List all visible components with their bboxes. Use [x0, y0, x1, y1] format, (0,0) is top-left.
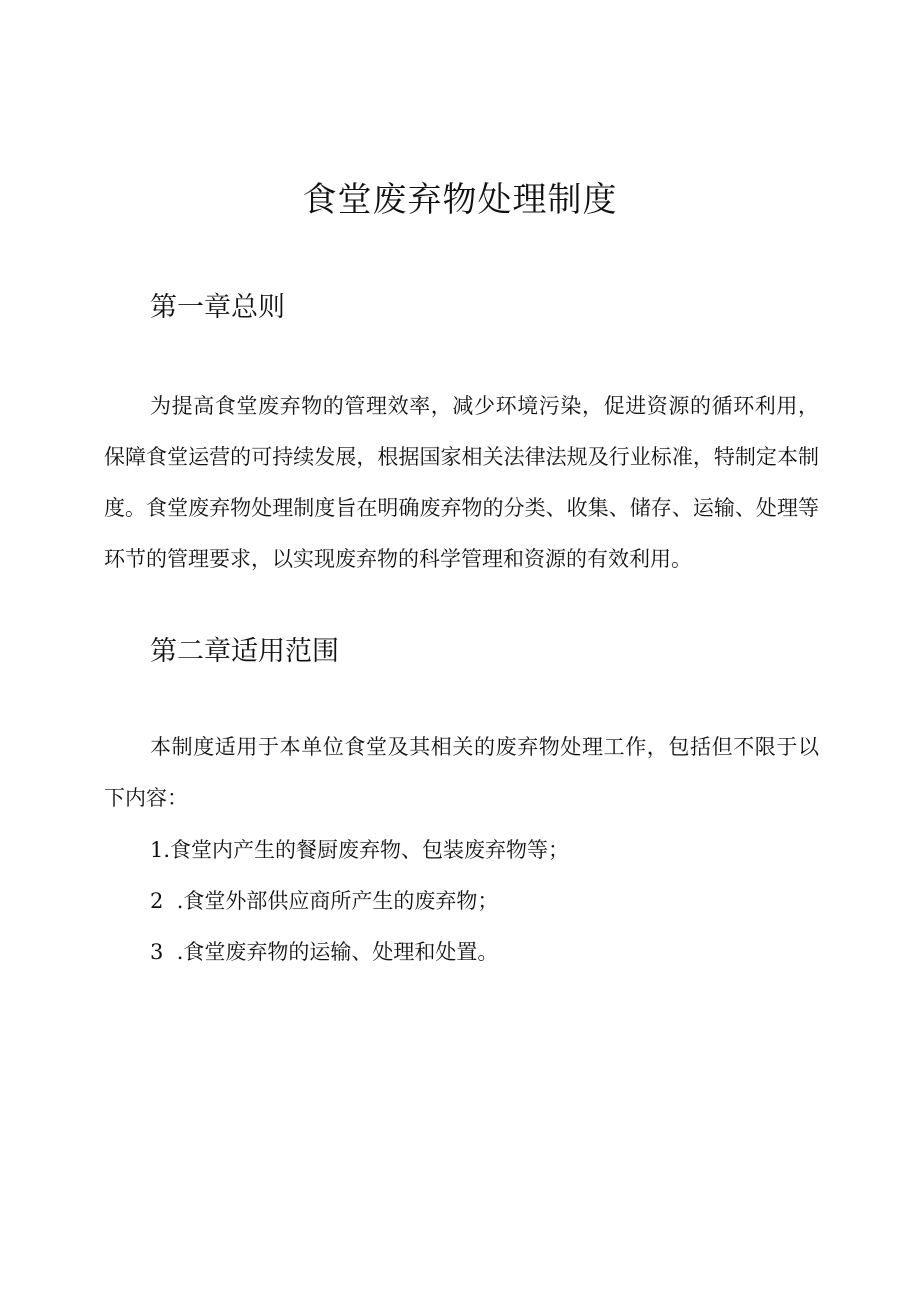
list-item: 2 .食堂外部供应商所产生的废弃物； — [150, 889, 499, 913]
list-item: 3 .食堂废弃物的运输、处理和处置。 — [150, 940, 499, 964]
list-item: 1.食堂内产生的餐厨废弃物、包装废弃物等； — [150, 838, 570, 862]
chapter-1-paragraph: 为提高食堂废弃物的管理效率，减少环境污染，促进资源的循环利用，保障食堂运营的可持续发展，根据国家相关法律法规及行业标准，特制定本制度。食堂废弃物处理制度旨在明确废弃物的分类、收集、储存、运输、处理等环节的管理要求，以实现废弃物的科学管理和资源的有效利用。 — [104, 394, 819, 571]
document-title: 食堂废弃物处理制度 — [302, 180, 618, 220]
chapter-1-heading: 第一章总则 — [150, 292, 285, 323]
chapter-2-paragraph: 本制度适用于本单位食堂及其相关的废弃物处理工作，包括但不限于以下内容： — [104, 735, 819, 810]
chapter-2-heading: 第二章适用范围 — [150, 636, 339, 667]
